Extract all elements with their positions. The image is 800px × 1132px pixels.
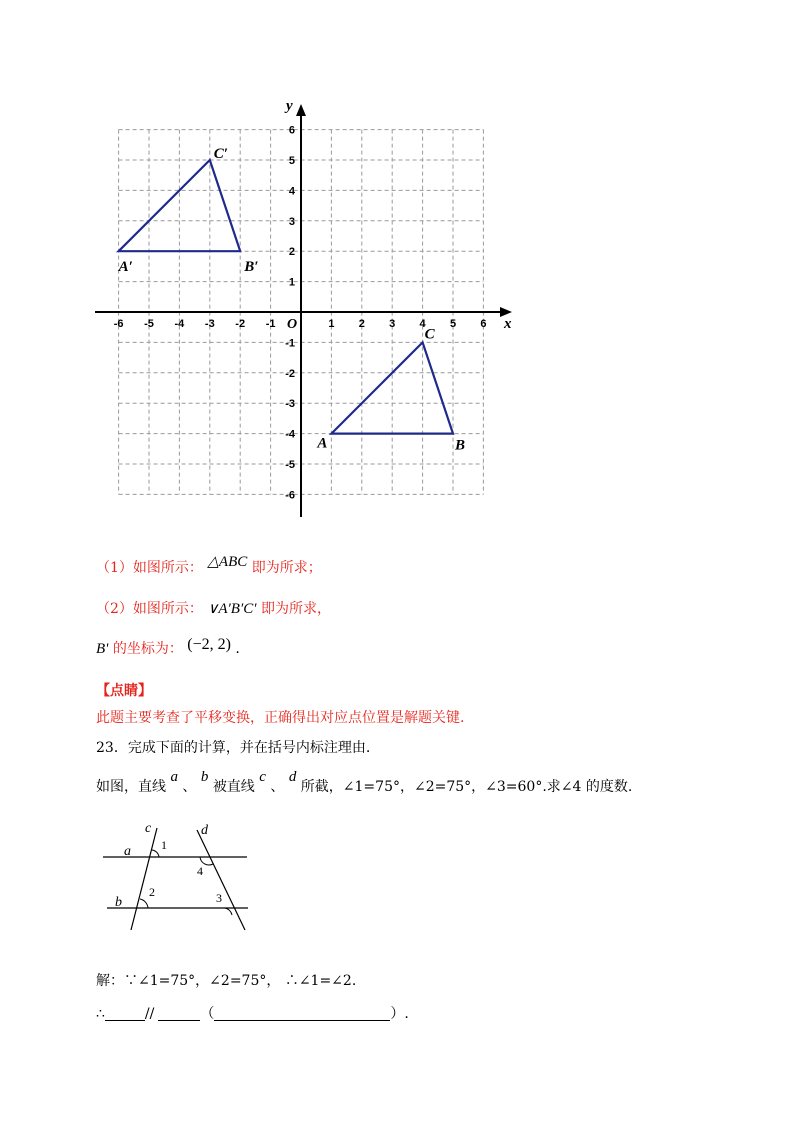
y-tick-label: -2 xyxy=(285,367,295,380)
x-tick-label: -5 xyxy=(144,318,154,330)
y-tick-label: 1 xyxy=(288,276,295,289)
y-tick-label: -5 xyxy=(285,459,295,471)
paren-close: ）. xyxy=(390,1006,409,1022)
x-tick-label: -6 xyxy=(113,318,124,330)
transversal-figure xyxy=(95,820,265,935)
x-tick-label: 2 xyxy=(358,318,365,330)
angle-2-arc xyxy=(140,899,148,908)
line-c xyxy=(131,828,157,930)
y-tick-label: 5 xyxy=(288,155,295,167)
vertex-label: A xyxy=(317,435,328,452)
q23-stem xyxy=(96,769,633,796)
vertex-label: C′ xyxy=(213,146,229,162)
y-tick-label: -3 xyxy=(285,398,295,411)
x-tick-label: -2 xyxy=(235,318,246,330)
var-c: c xyxy=(259,769,266,785)
x-tick-label: -3 xyxy=(204,318,215,330)
coord-text: 的坐标为： xyxy=(112,641,183,657)
vertex-label: A′ xyxy=(118,259,133,276)
blank-reason[interactable] xyxy=(214,1006,390,1021)
y-tick-label: 6 xyxy=(288,124,295,137)
parallel-symbol: // xyxy=(144,1006,155,1022)
y-tick-label: -1 xyxy=(285,337,295,350)
sep-2: 、 xyxy=(270,779,285,795)
fig-label-a: a xyxy=(124,844,131,859)
y-tick-label: -4 xyxy=(285,428,295,441)
var-d: d xyxy=(288,769,297,785)
angle-1-arc xyxy=(152,850,159,857)
coord-value: (−2, 2) xyxy=(187,636,231,653)
y-axis-arrow xyxy=(296,104,306,116)
blank-line-1[interactable] xyxy=(105,1006,145,1021)
therefore-symbol: ∴ xyxy=(96,1006,105,1022)
fig-label-c: c xyxy=(145,821,152,836)
y-tick-label: 4 xyxy=(288,185,295,198)
q23-title: 23．完成下面的计算，并在括号内标注理由. xyxy=(96,740,371,756)
answer-coordinate xyxy=(96,638,240,658)
q23-solution-line-2 xyxy=(96,1003,409,1023)
part2-suffix: 即为所求， xyxy=(260,601,331,617)
y-tick-label: 2 xyxy=(288,246,295,259)
fig-label-4: 4 xyxy=(197,864,203,878)
vertex-label: C xyxy=(424,326,435,343)
fig-label-3: 3 xyxy=(216,891,222,905)
q23-solution-line-1: 解：∵∠1=75°，∠2=75°， ∴∠1=∠2. xyxy=(96,973,357,989)
x-tick-label: 3 xyxy=(389,318,396,330)
answer-part-2 xyxy=(96,598,331,618)
fig-label-b: b xyxy=(115,895,122,910)
part1-suffix: 即为所求； xyxy=(251,560,322,576)
stem-part-1: 如图，直线 xyxy=(96,779,166,795)
angle-3-arc xyxy=(225,908,232,915)
part1-prefix: （1）如图所示： xyxy=(96,560,203,576)
x-axis-label: x xyxy=(504,316,512,332)
paren-open: （ xyxy=(200,1006,215,1022)
y-axis-label: y xyxy=(286,98,293,114)
stem-part-3: 所截，∠1=75°，∠2=75°，∠3=60°.求∠4 的度数. xyxy=(300,779,633,795)
part1-math: △ABC xyxy=(207,554,248,570)
x-tick-label: 4 xyxy=(419,318,426,330)
y-tick-label: -6 xyxy=(285,489,295,502)
x-tick-label: 6 xyxy=(480,318,487,330)
blank-line-2[interactable] xyxy=(158,1006,200,1021)
coord-label: B' xyxy=(96,641,109,657)
coord-end: . xyxy=(235,641,240,657)
fig-label-2: 2 xyxy=(149,885,155,899)
x-tick-label: -1 xyxy=(265,318,276,330)
x-tick-label: 1 xyxy=(328,318,335,330)
var-b: b xyxy=(200,769,209,785)
x-tick-label: -4 xyxy=(174,318,185,330)
comment-text: 此题主要考查了平移变换，正确得出对应点位置是解题关键. xyxy=(96,710,465,726)
fig-label-1: 1 xyxy=(161,838,167,852)
comment-heading: 【点睛】 xyxy=(96,683,152,699)
var-a: a xyxy=(170,769,178,785)
vertex-label: B′ xyxy=(244,259,259,276)
stem-part-2: 被直线 xyxy=(212,779,255,795)
sep-1: 、 xyxy=(182,779,197,795)
part2-math: ∨A′B′C′ xyxy=(207,601,257,617)
y-tick-label: 3 xyxy=(288,215,295,228)
line-d xyxy=(197,830,245,930)
x-tick-label: 5 xyxy=(449,318,457,330)
fig-label-d: d xyxy=(201,823,208,838)
vertex-label: B xyxy=(455,437,466,454)
coordinate-graph xyxy=(0,0,800,540)
part2-prefix: （2）如图所示： xyxy=(96,601,203,617)
answer-part-1 xyxy=(96,554,322,577)
origin-label: O xyxy=(287,317,298,332)
